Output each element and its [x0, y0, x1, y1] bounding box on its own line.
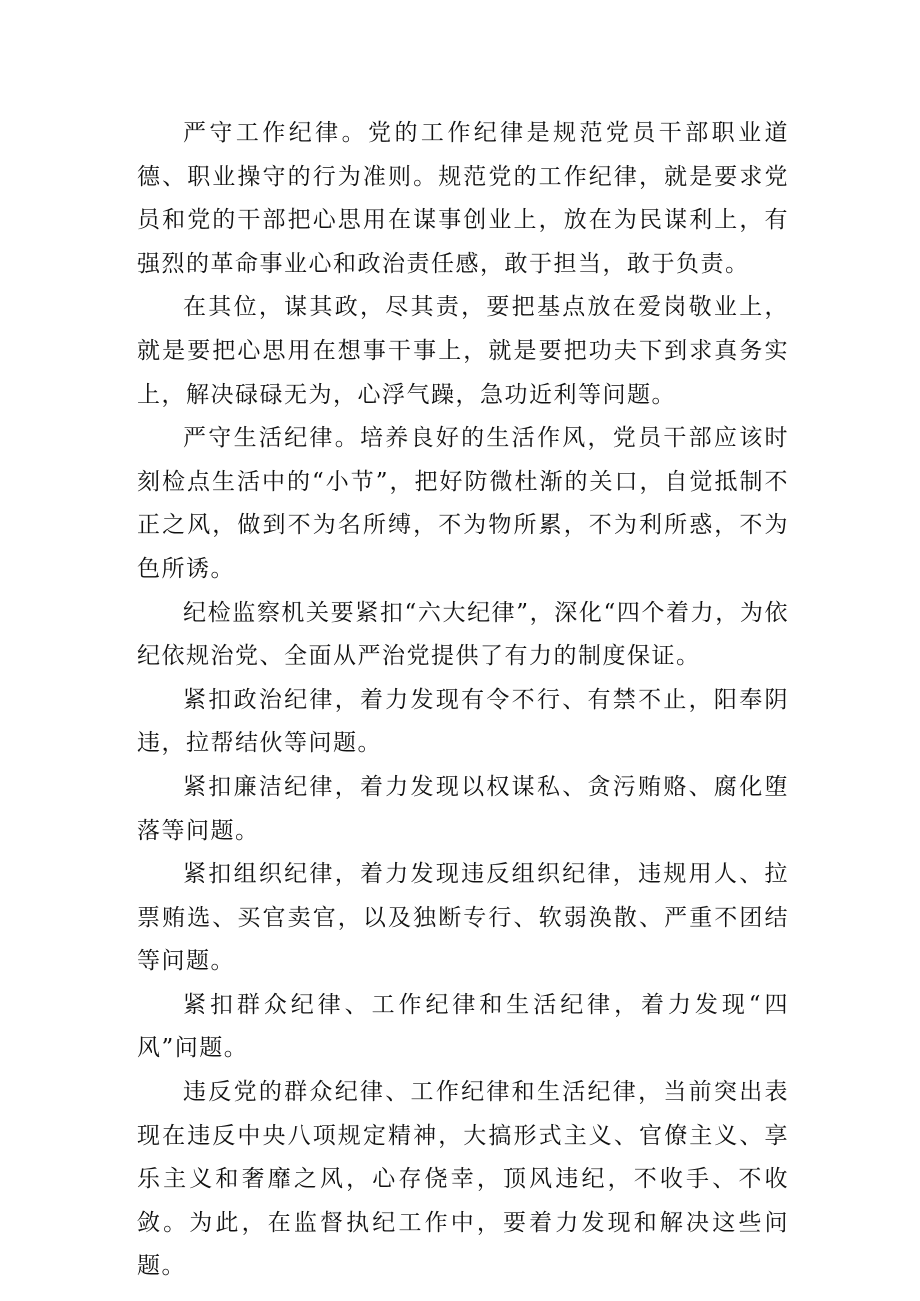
paragraph-political-discipline: 紧扣政治纪律，着力发现有令不行、有禁不止，阳奉阴违，拉帮结伙等问题。: [137, 686, 789, 757]
paragraph-integrity-discipline: 紧扣廉洁纪律，着力发现以权谋私、贪污贿赂、腐化堕落等问题。: [137, 773, 789, 844]
paragraph-organization-discipline: 紧扣组织纪律，着力发现违反组织纪律，违规用人、拉票贿选、买官卖官，以及独断专行、软弱涣散、严重不团结等问题。: [137, 861, 789, 975]
paragraph-violations-summary: 违反党的群众纪律、工作纪律和生活纪律，当前突出表现在违反中央八项规定精神，大搞形式主义、官僚主义、享乐主义和奢靡之风，心存侥幸，顶风违纪，不收手、不收敛。为此，在监督执纪工作中，要着力发现和解决这些问题。: [137, 1079, 789, 1280]
paragraph-work-discipline: 严守工作纪律。党的工作纪律是规范党员干部职业道德、职业操守的行为准则。规范党的工作纪律，就是要求党员和党的干部把心思用在谋事创业上，放在为民谋利上，有强烈的革命事业心和政治责任感，敢于担当，敢于负责。: [137, 120, 789, 277]
paragraph-life-discipline: 严守生活纪律。培养良好的生活作风，党员干部应该时刻检点生活中的“小节”，把好防微杜渐的关口，自觉抵制不正之风，做到不为名所缚，不为物所累，不为利所惑，不为色所诱。: [137, 425, 789, 582]
paragraph-mass-discipline: 紧扣群众纪律、工作纪律和生活纪律，着力发现“四风”问题。: [137, 991, 789, 1062]
paragraph-six-disciplines: 纪检监察机关要紧扣“六大纪律”，深化“四个着力，为依纪依规治党、全面从严治党提供了有力的制度保证。: [137, 599, 789, 670]
paragraph-job-duty: 在其位，谋其政，尽其责，要把基点放在爱岗敬业上，就是要把心思用在想事干事上，就是要把功夫下到求真务实上，解决碌碌无为，心浮气躁，急功近利等问题。: [137, 294, 789, 408]
document-body: [137, 112, 789, 1289]
